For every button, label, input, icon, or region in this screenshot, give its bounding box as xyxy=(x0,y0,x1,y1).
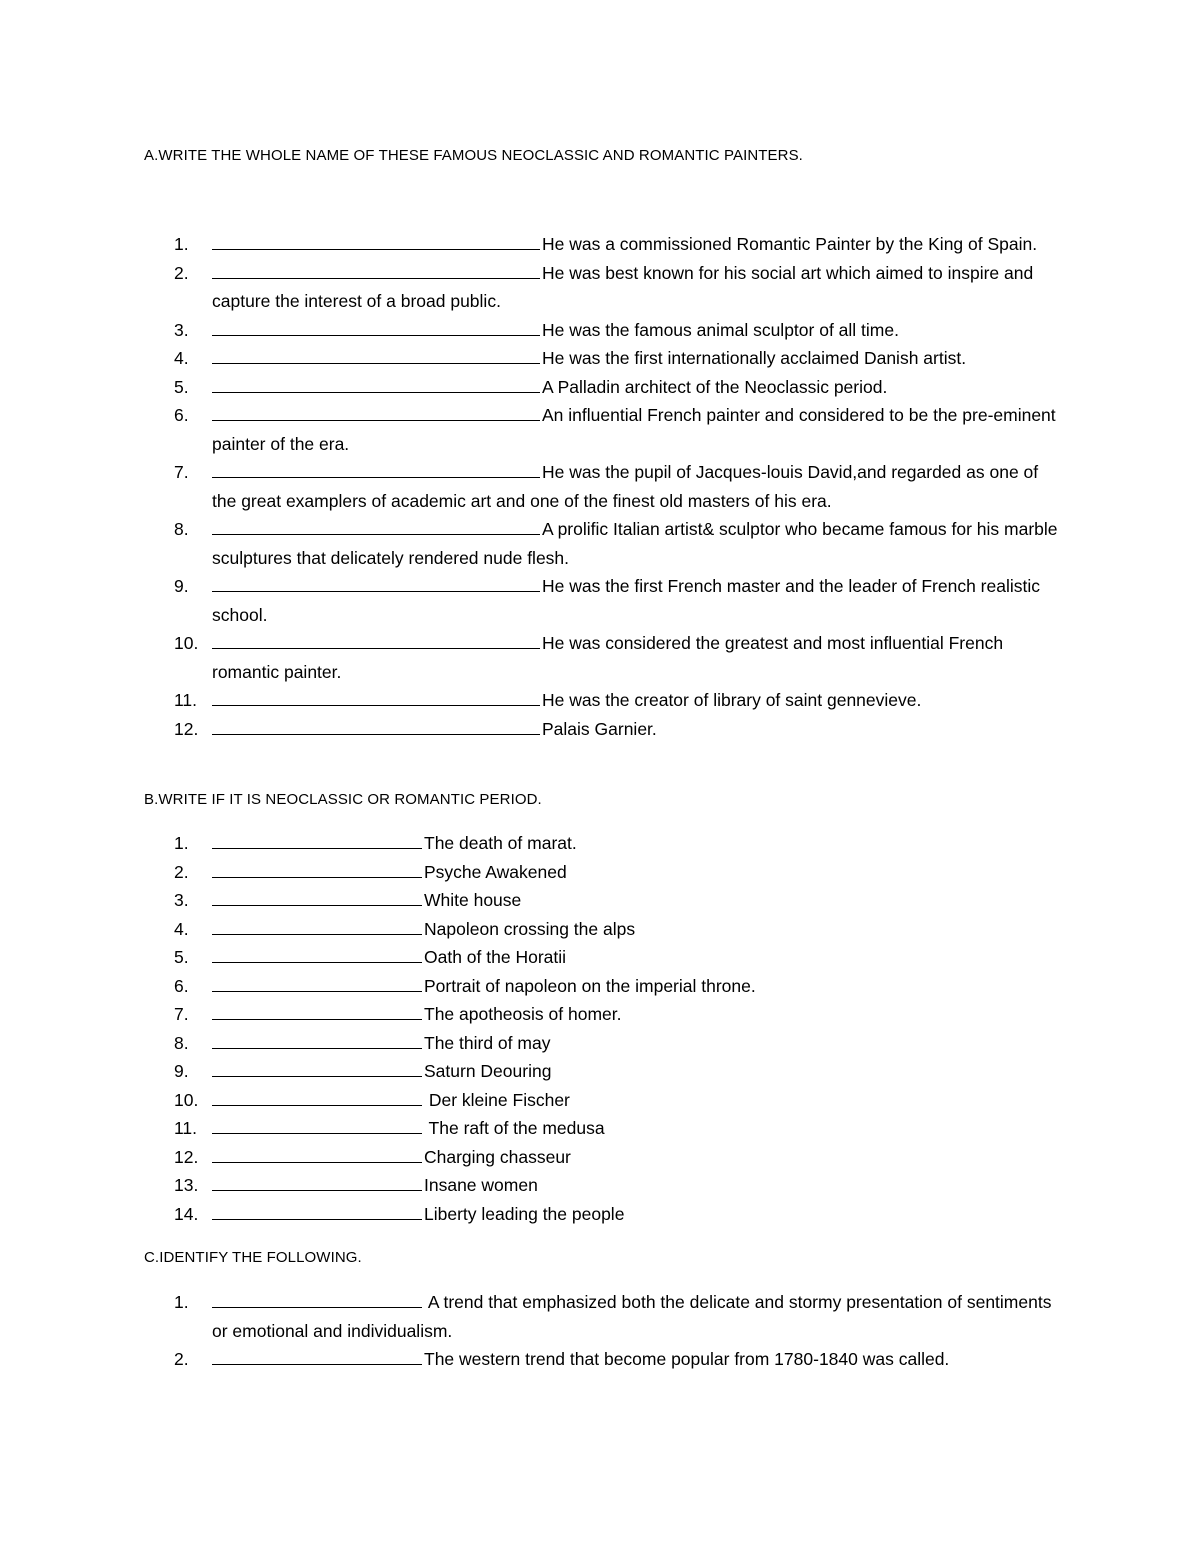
list-item xyxy=(0,915,1200,944)
item-text: A Palladin architect of the Neoclassic period. xyxy=(542,376,888,397)
item-content xyxy=(212,373,1062,402)
item-content xyxy=(212,515,1062,572)
answer-blank[interactable] xyxy=(212,889,422,906)
answer-blank[interactable] xyxy=(212,1291,422,1308)
answer-blank[interactable] xyxy=(212,861,422,878)
list-item xyxy=(0,829,1200,858)
item-text: He was the famous animal sculptor of all time. xyxy=(542,319,899,340)
list-item xyxy=(0,1000,1200,1029)
item-number: 12. xyxy=(174,718,199,739)
item-text: Psyche Awakened xyxy=(424,861,567,882)
section-b-list xyxy=(0,829,1200,1228)
answer-blank[interactable] xyxy=(212,319,540,336)
list-item xyxy=(0,373,1200,402)
item-content xyxy=(212,572,1062,629)
item-content xyxy=(212,1345,1062,1374)
section-b-heading: B.WRITE IF IT IS NEOCLASSIC OR ROMANTIC PERIOD. xyxy=(144,791,542,808)
item-number: 12. xyxy=(174,1146,199,1167)
item-number: 13. xyxy=(174,1175,199,1195)
item-content xyxy=(212,829,1062,858)
item-number: 10. xyxy=(174,633,199,653)
answer-blank[interactable] xyxy=(212,1117,422,1134)
answer-blank[interactable] xyxy=(212,1174,422,1191)
item-text: A trend that emphasized both the delicate and stormy presentation of sentiments or emotional and individualism. xyxy=(212,1292,1052,1341)
item-number: 4. xyxy=(174,918,189,939)
item-content xyxy=(212,1057,1062,1086)
item-number: 1. xyxy=(174,833,189,853)
list-item xyxy=(0,515,1200,572)
answer-blank[interactable] xyxy=(212,975,422,992)
list-item xyxy=(0,230,1200,259)
item-content xyxy=(212,715,1062,744)
item-content xyxy=(212,629,1062,686)
list-item xyxy=(0,259,1200,316)
item-text: Oath of the Horatii xyxy=(424,947,567,967)
item-text: An influential French painter and considered to be the pre-eminent painter of the era. xyxy=(212,405,1056,454)
item-number: 1. xyxy=(174,234,189,254)
item-number: 14. xyxy=(174,1203,199,1224)
list-item xyxy=(0,1200,1200,1229)
answer-blank[interactable] xyxy=(212,832,422,849)
answer-blank[interactable] xyxy=(212,1060,422,1077)
item-content xyxy=(212,1288,1062,1345)
item-text: White house xyxy=(424,890,522,910)
list-item xyxy=(0,401,1200,458)
item-number: 3. xyxy=(174,890,189,910)
answer-blank[interactable] xyxy=(212,1146,422,1163)
item-number: 6. xyxy=(174,405,189,425)
item-text: The western trend that become popular from 1780-1840 was called. xyxy=(424,1349,950,1369)
item-content xyxy=(212,886,1062,915)
item-number: 2. xyxy=(174,262,189,283)
item-text: He was the first internationally acclaimed Danish artist. xyxy=(542,348,967,368)
item-content xyxy=(212,1086,1062,1115)
answer-blank[interactable] xyxy=(212,518,540,535)
item-text: He was the first French master and the leader of French realistic school. xyxy=(212,576,1040,625)
item-number: 1. xyxy=(174,1292,189,1312)
list-item xyxy=(0,1143,1200,1172)
item-number: 8. xyxy=(174,1032,189,1053)
item-content xyxy=(212,316,1062,345)
list-item xyxy=(0,572,1200,629)
list-item xyxy=(0,629,1200,686)
item-text: Palais Garnier. xyxy=(542,718,657,739)
item-content xyxy=(212,344,1062,373)
answer-blank[interactable] xyxy=(212,1348,422,1365)
item-content xyxy=(212,943,1062,972)
list-item xyxy=(0,458,1200,515)
item-number: 2. xyxy=(174,861,189,882)
item-number: 7. xyxy=(174,1004,189,1024)
list-item xyxy=(0,1345,1200,1374)
item-number: 9. xyxy=(174,1061,189,1081)
answer-blank[interactable] xyxy=(212,575,540,592)
list-item xyxy=(0,1114,1200,1143)
item-number: 5. xyxy=(174,376,189,397)
answer-blank[interactable] xyxy=(212,1089,422,1106)
list-item xyxy=(0,1171,1200,1200)
item-content xyxy=(212,858,1062,887)
answer-blank[interactable] xyxy=(212,347,540,364)
item-content xyxy=(212,1200,1062,1229)
item-number: 7. xyxy=(174,462,189,482)
list-item xyxy=(0,1029,1200,1058)
list-item xyxy=(0,886,1200,915)
list-item xyxy=(0,344,1200,373)
item-content xyxy=(212,230,1062,259)
item-number: 2. xyxy=(174,1349,189,1369)
section-a-list xyxy=(0,230,1200,743)
section-c-list xyxy=(0,1288,1200,1374)
item-text: Napoleon crossing the alps xyxy=(424,918,636,939)
list-item xyxy=(0,972,1200,1001)
item-text: He was a commissioned Romantic Painter by the King of Spain. xyxy=(542,234,1038,254)
section-c-heading: C.IDENTIFY THE FOLLOWING. xyxy=(144,1249,362,1266)
list-item xyxy=(0,1086,1200,1115)
item-content xyxy=(212,401,1062,458)
answer-blank[interactable] xyxy=(212,1032,422,1049)
answer-blank[interactable] xyxy=(212,632,540,649)
item-content xyxy=(212,1000,1062,1029)
list-item xyxy=(0,1057,1200,1086)
item-text: He was considered the greatest and most influential French romantic painter. xyxy=(212,633,1004,682)
item-text: The raft of the medusa xyxy=(424,1118,605,1138)
item-content xyxy=(212,686,1062,715)
list-item xyxy=(0,1288,1200,1345)
answer-blank[interactable] xyxy=(212,718,540,735)
list-item xyxy=(0,715,1200,744)
item-text: The death of marat. xyxy=(424,833,577,853)
item-text: Liberty leading the people xyxy=(424,1203,625,1224)
item-number: 10. xyxy=(174,1089,199,1110)
answer-blank[interactable] xyxy=(212,1003,422,1020)
answer-blank[interactable] xyxy=(212,376,540,393)
item-text: The third of may xyxy=(424,1032,551,1053)
item-number: 3. xyxy=(174,319,189,340)
list-item xyxy=(0,858,1200,887)
item-number: 8. xyxy=(174,519,189,539)
item-text: Portrait of napoleon on the imperial throne. xyxy=(424,975,756,996)
item-text: He was the pupil of Jacques-louis David,and regarded as one of the great examplers of academic art and one of the finest old masters of his era. xyxy=(212,462,1039,511)
item-text: He was best known for his social art which aimed to inspire and capture the interest of a broad public. xyxy=(212,262,1034,311)
item-text: He was the creator of library of saint gennevieve. xyxy=(542,690,922,710)
item-text: Charging chasseur xyxy=(424,1146,571,1167)
item-content xyxy=(212,972,1062,1001)
item-text: A prolific Italian artist& sculptor who became famous for his marble sculptures that delicately rendered nude flesh. xyxy=(212,519,1058,568)
item-text: The apotheosis of homer. xyxy=(424,1004,622,1024)
answer-blank[interactable] xyxy=(212,461,540,478)
item-number: 5. xyxy=(174,947,189,967)
item-number: 6. xyxy=(174,975,189,996)
item-content xyxy=(212,1143,1062,1172)
item-number: 11. xyxy=(174,1118,198,1138)
answer-blank[interactable] xyxy=(212,262,540,279)
list-item xyxy=(0,686,1200,715)
item-text: Insane women xyxy=(424,1175,538,1195)
answer-blank[interactable] xyxy=(212,233,540,250)
answer-blank[interactable] xyxy=(212,689,540,706)
item-content xyxy=(212,259,1062,316)
item-content xyxy=(212,1114,1062,1143)
item-number: 4. xyxy=(174,348,189,368)
answer-blank[interactable] xyxy=(212,918,422,935)
item-number: 9. xyxy=(174,576,189,596)
section-a-heading: A.WRITE THE WHOLE NAME OF THESE FAMOUS NEOCLASSIC AND ROMANTIC PAINTERS. xyxy=(144,147,803,164)
answer-blank[interactable] xyxy=(212,946,422,963)
item-content xyxy=(212,1029,1062,1058)
answer-blank[interactable] xyxy=(212,1203,422,1220)
item-text: Der kleine Fischer xyxy=(424,1089,570,1110)
list-item xyxy=(0,943,1200,972)
item-number: 11. xyxy=(174,690,198,710)
item-text: Saturn Deouring xyxy=(424,1061,552,1081)
item-content xyxy=(212,1171,1062,1200)
item-content xyxy=(212,458,1062,515)
list-item xyxy=(0,316,1200,345)
answer-blank[interactable] xyxy=(212,404,540,421)
item-content xyxy=(212,915,1062,944)
